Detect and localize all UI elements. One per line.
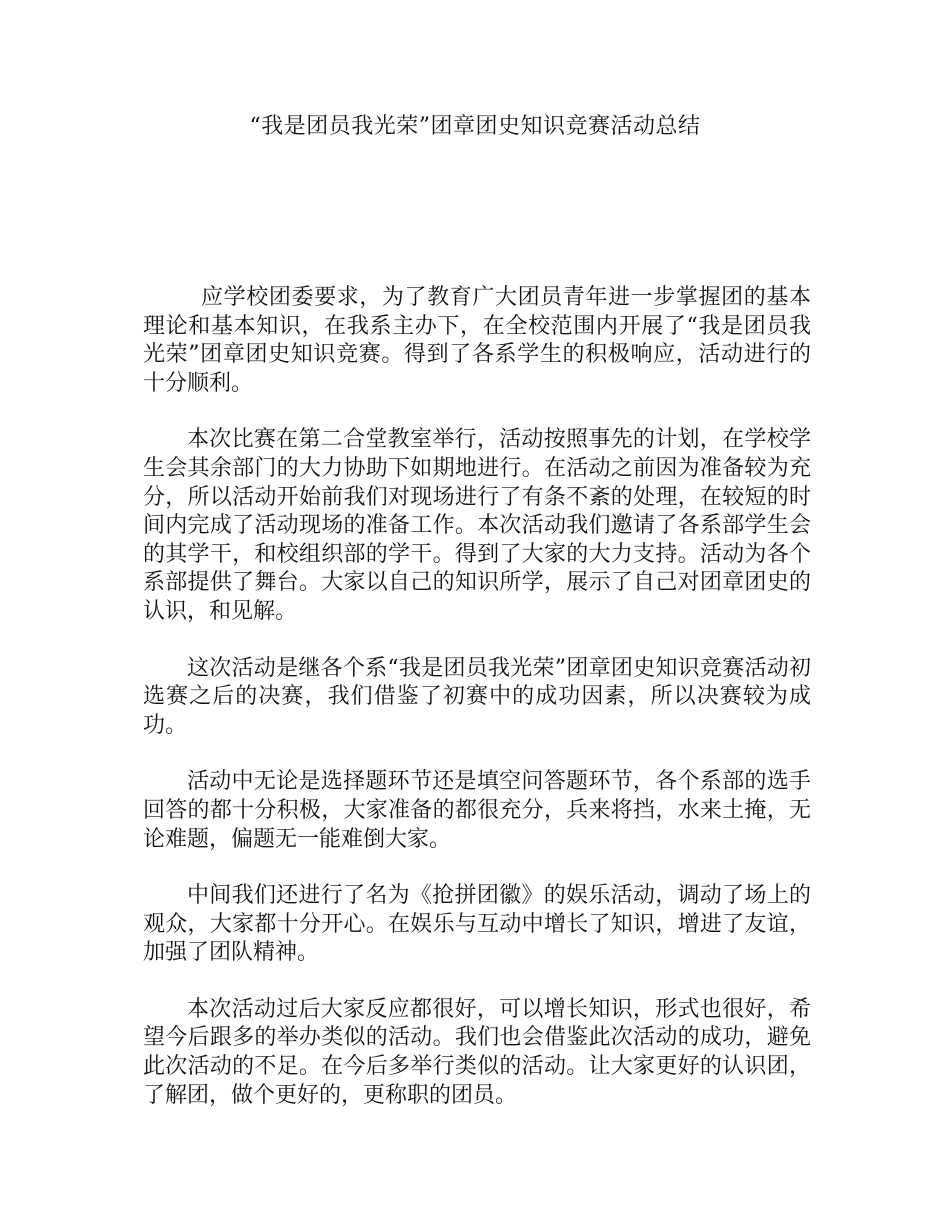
paragraph-3: 这次活动是继各个系“我是团员我光荣”团章团史知识竞赛活动初选赛之后的决赛，我们借鉴了初赛中的成功因素，所以决赛较为成功。 — [143, 655, 811, 738]
paragraph-4: 活动中无论是选择题环节还是填空问答题环节，各个系部的选手回答的都十分积极，大家准备的都很充分，兵来将挡，水来土掩，无论难题，偏题无一能难倒大家。 — [143, 769, 811, 852]
paragraph-2: 本次比赛在第二合堂教室举行，活动按照事先的计划，在学校学生会其余部门的大力协助下如期地进行。在活动之前因为准备较为充分，所以活动开始前我们对现场进行了有条不紊的处理，在较短的时间内完成了活动现场的准备工作。本次活动我们邀请了各系部学生会的其学干，和校组织部的学干。得到了大家的大力支持。活动为各个系部提供了舞台。大家以自己的知识所学，展示了自己对团章团史的认识，和见解。 — [143, 427, 811, 624]
paragraph-5: 中间我们还进行了名为《抢拼团徽》的娱乐活动，调动了场上的观众，大家都十分开心。在娱乐与互动中增长了知识，增进了友谊，加强了团队精神。 — [143, 883, 811, 966]
paragraph-1: 应学校团委要求，为了教育广大团员青年进一步掌握团的基本理论和基本知识，在我系主办下，在全校范围内开展了“我是团员我光荣”团章团史知识竞赛。得到了各系学生的积极响应，活动进行的十分顺利。 — [143, 285, 811, 396]
paragraph-6: 本次活动过后大家反应都很好，可以增长知识，形式也很好，希望今后跟多的举办类似的活动。我们也会借鉴此次活动的成功，避免此次活动的不足。在今后多举行类似的活动。让大家更好的认识团，了解团，做个更好的，更称职的团员。 — [143, 996, 811, 1108]
document-title: “我是团员我光荣”团章团史知识竞赛活动总结 — [249, 114, 701, 139]
document-body — [143, 284, 811, 1138]
